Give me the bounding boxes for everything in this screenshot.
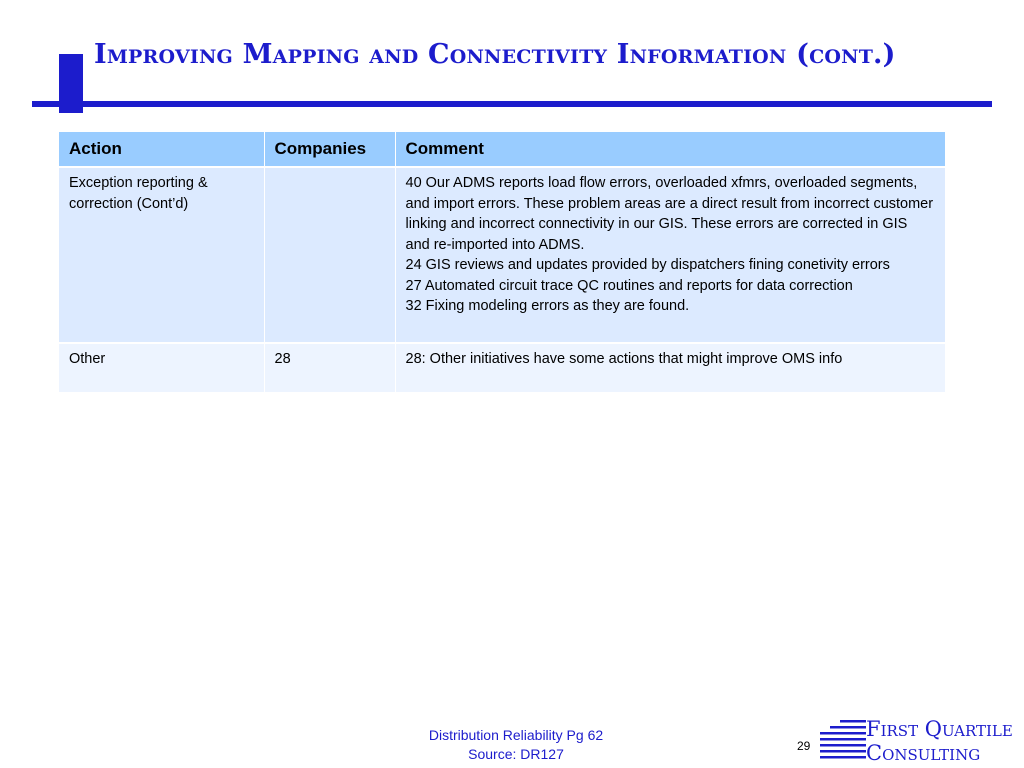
footer-source-line: Source: DR127 <box>468 746 564 762</box>
table-row <box>59 167 945 343</box>
title-divider <box>32 101 992 107</box>
logo-line1: First Quartile <box>866 717 1013 741</box>
comment-line: 27 Automated circuit trace QC routines and reports for data correction <box>405 277 853 294</box>
table-row <box>59 343 945 392</box>
comment-line: 24 GIS reviews and updates provided by dispatchers fining conetivity errors <box>405 257 890 273</box>
cell-action: Other <box>59 343 264 392</box>
footer-reference: Distribution Reliability Pg 62 <box>428 727 604 743</box>
header-comment: Comment <box>395 132 945 167</box>
cell-companies: 28 <box>264 343 395 392</box>
logo-bars-icon <box>820 720 866 759</box>
comment-line: 28: Other initiatives have some actions that might improve OMS info <box>405 351 843 367</box>
cell-companies <box>264 167 395 343</box>
header-companies: Companies <box>264 132 395 167</box>
footer-source <box>400 726 632 764</box>
cell-action: Exception reporting & correction (Cont’d) <box>59 167 264 343</box>
company-logo <box>820 716 1020 764</box>
cell-comment <box>395 343 945 392</box>
slide-title: Improving Mapping and Connectivity Information (cont.) <box>94 39 896 70</box>
header-action: Action <box>59 132 264 167</box>
logo-line2: Consulting <box>866 741 981 764</box>
cell-comment <box>395 167 945 343</box>
table-header-row <box>59 132 945 167</box>
page-number: 29 <box>797 739 811 753</box>
actions-table <box>59 132 945 392</box>
comment-line: 40 Our ADMS reports load flow errors, overloaded xfmrs, overloaded segments, and import errors. These problem areas are a direct result from incorrect customer linking and incorrect connectivity in our GIS. These errors are corrected in GIS and re-imported into ADMS. <box>405 175 934 253</box>
comment-line: 32 Fixing modeling errors as they are found. <box>405 298 690 314</box>
